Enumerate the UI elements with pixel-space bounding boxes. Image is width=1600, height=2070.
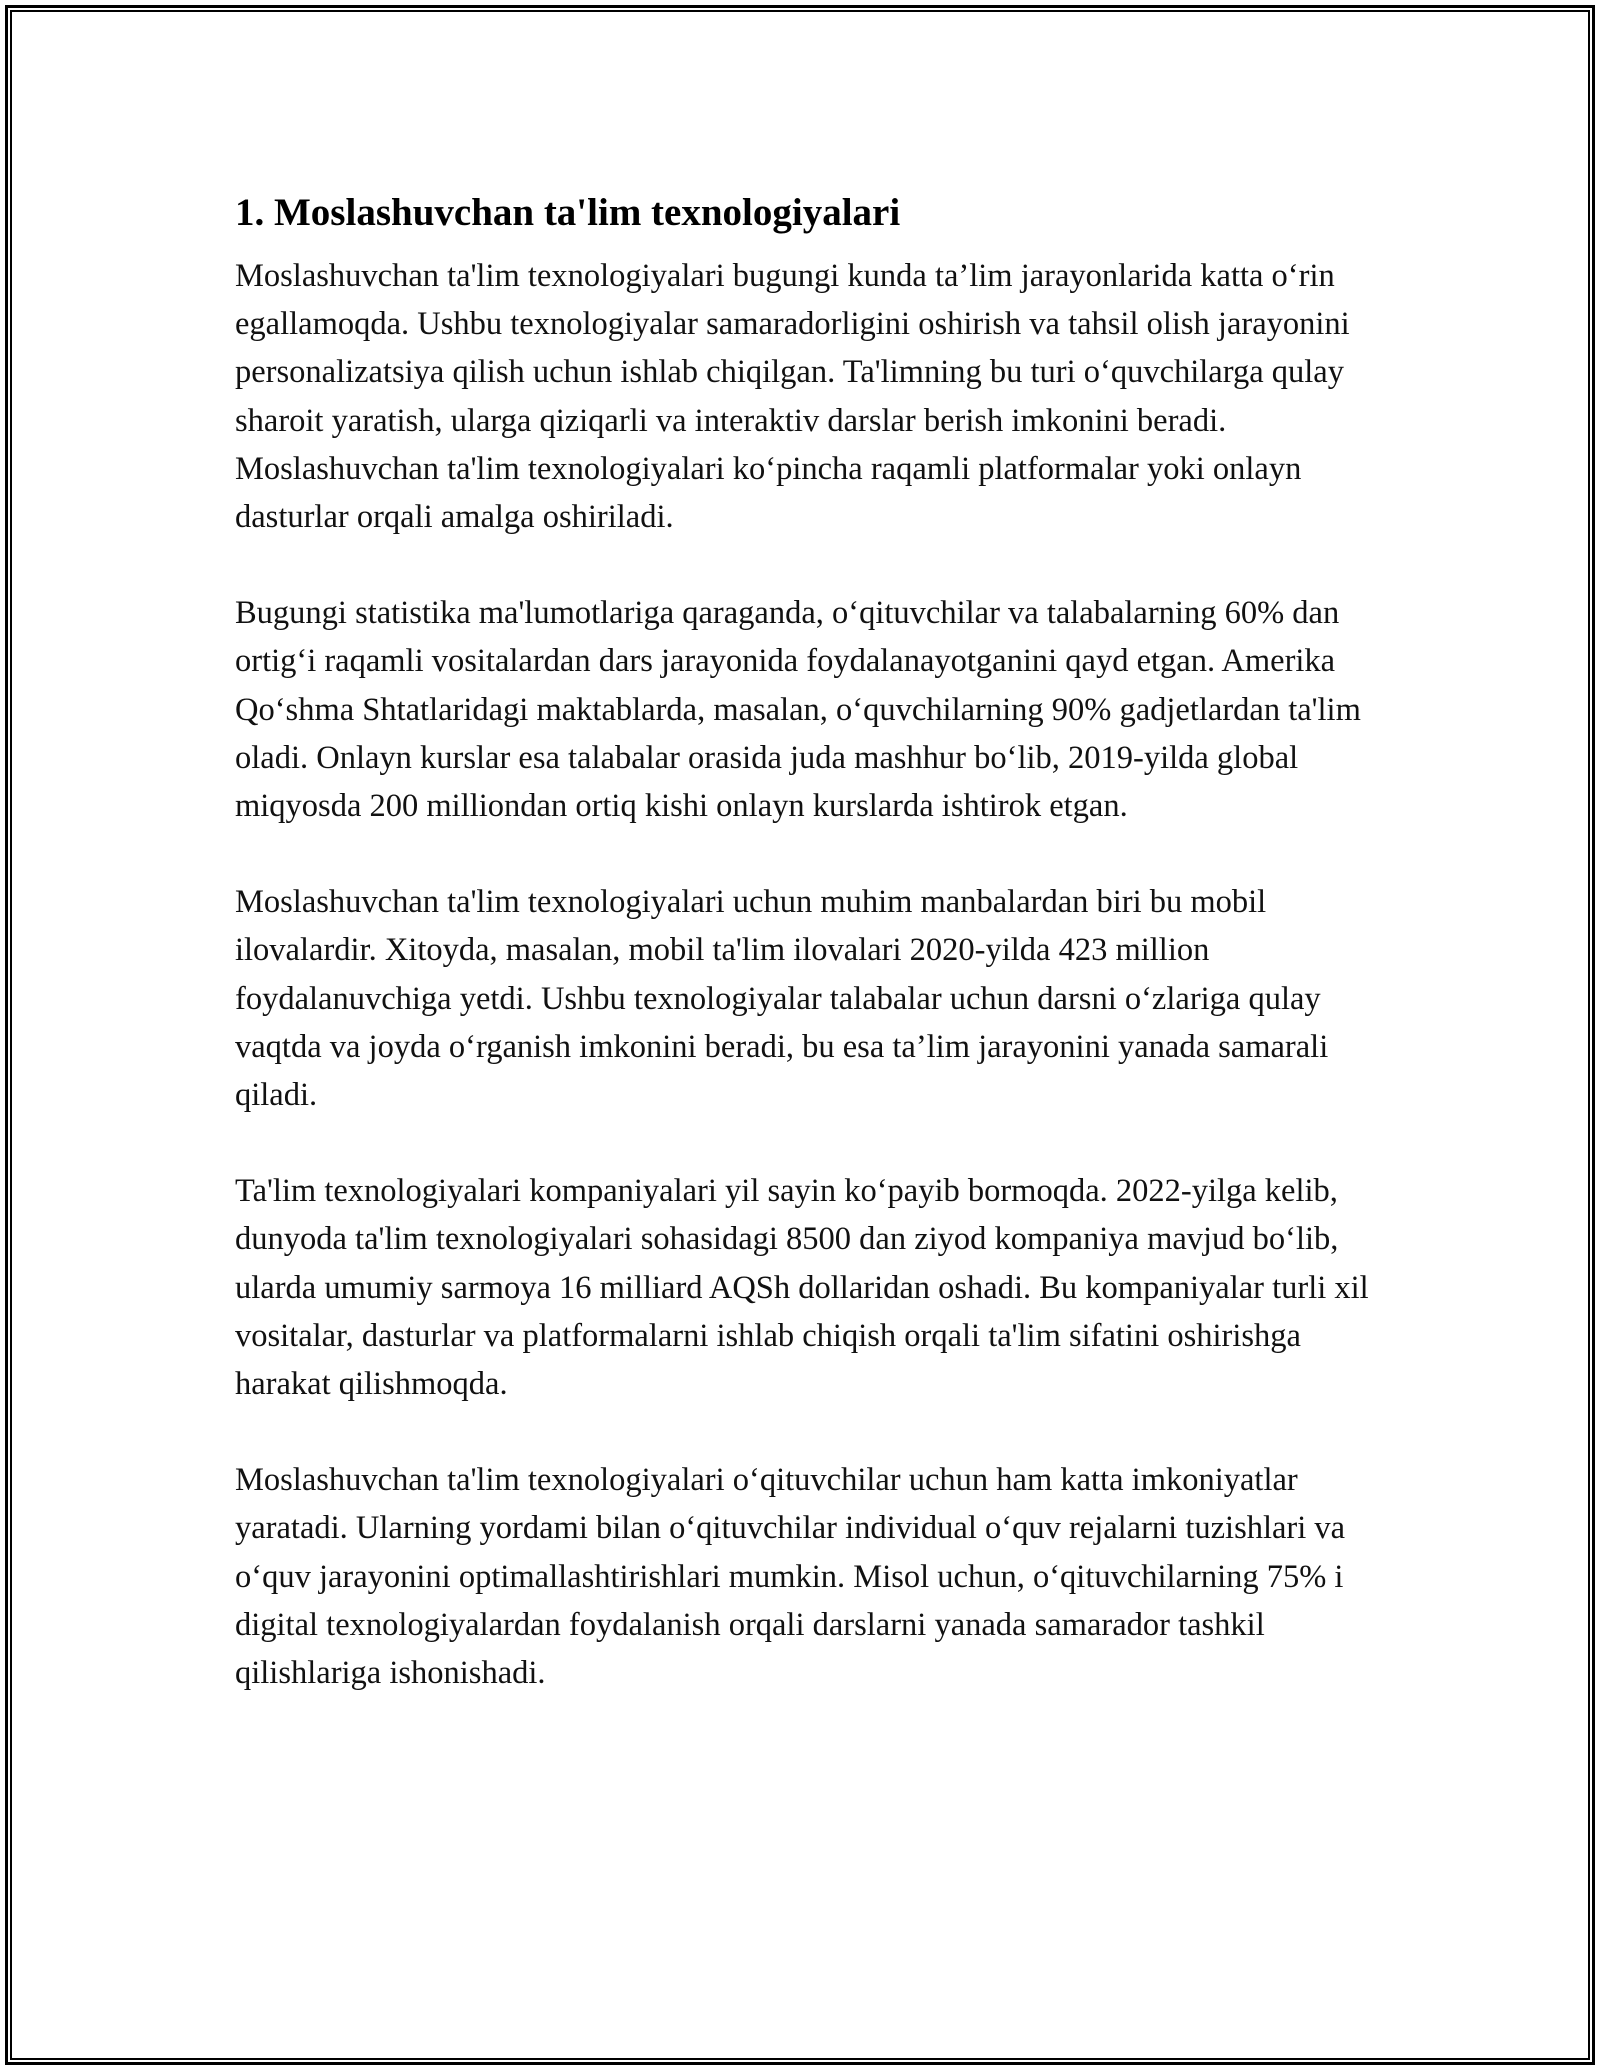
section-heading: 1. Moslashuvchan ta'lim texnologiyalari <box>235 191 901 234</box>
paragraph-5: Moslashuvchan ta'lim texnologiyalari o‘qituvchilar uchun ham katta imkoniyatlar yaratadi. Ularning yordami bilan o‘qituvchilar individual o‘quv rejalarni tuzishlari va o‘quv jarayonini optimallashtirishlari mumkin. Misol uchun, o‘qituvchilarning 75% i digital texnologiyalardan foydalanish orqali darslarni yanada samarador tashkil qilishlariga ishonishadi. <box>235 1462 1346 1692</box>
paragraph-3: Moslashuvchan ta'lim texnologiyalari uchun muhim manbalardan biri bu mobil ilovalardir. Xitoyda, masalan, mobil ta'lim ilovalari 2020-yilda 423 million foydalanuvchiga yetdi. Ushbu texnologiyalar talabalar uchun darsni o‘zlariga qulay vaqtda va joyda o‘rganish imkonini beradi, bu esa ta’lim jarayonini yanada samarali qiladi. <box>235 884 1329 1114</box>
paragraph-2: Bugungi statistika ma'lumotlariga qaraganda, o‘qituvchilar va talabalarning 60% dan ortig‘i raqamli vositalardan dars jarayonida foydalanayotganini qayd etgan. Amerika Qo‘shma Shtatlaridagi maktablarda, masalan, o‘quvchilarning 90% gadjetlardan ta'lim oladi. Onlayn kurslar esa talabalar orasida juda mashhur bo‘lib, 2019-yilda global miqyosda 200 milliondan ortiq kishi onlayn kurslarda ishtirok etgan. <box>235 595 1361 825</box>
document-body <box>235 182 1375 1745</box>
paragraph-4: Ta'lim texnologiyalari kompaniyalari yil sayin ko‘payib bormoqda. 2022-yilga kelib, dunyoda ta'lim texnologiyalari sohasidagi 8500 dan ziyod kompaniya mavjud bo‘lib, ularda umumiy sarmoya 16 milliard AQSh dollaridan oshadi. Bu kompaniyalar turli xil vositalar, dasturlar va platformalarni ishlab chiqish orqali ta'lim sifatini oshirishga harakat qilishmoqda. <box>235 1173 1369 1403</box>
paragraph-1: Moslashuvchan ta'lim texnologiyalari bugungi kunda ta’lim jarayonlarida katta o‘rin egallamoqda. Ushbu texnologiyalar samaradorligini oshirish va tahsil olish jarayonini personalizatsiya qilish uchun ishlab chiqilgan. Ta'limning bu turi o‘quvchilarga qulay sharoit yaratish, ularga qiziqarli va interaktiv darslar berish imkonini beradi. Moslashuvchan ta'lim texnologiyalari ko‘pincha raqamli platformalar yoki onlayn dasturlar orqali amalga oshiriladi. <box>235 258 1350 536</box>
